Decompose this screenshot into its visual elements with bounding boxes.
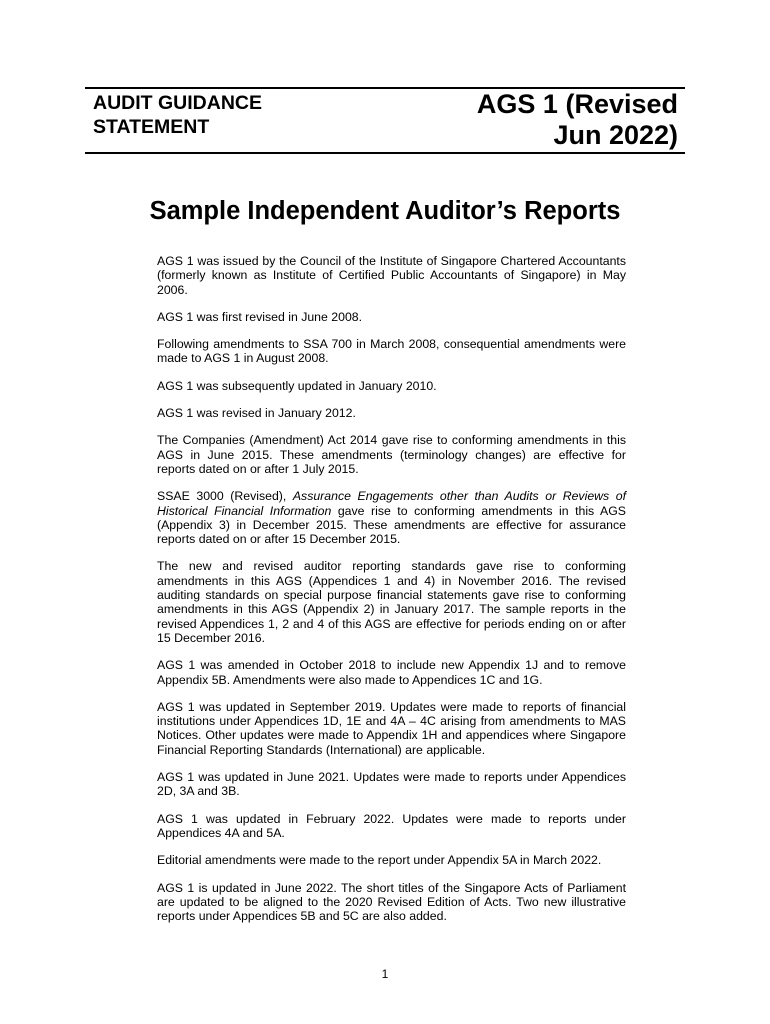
paragraph-7-start: SSAE 3000 (Revised), (157, 489, 293, 504)
header-document-type (93, 91, 262, 139)
paragraph-11: AGS 1 was updated in June 2021. Updates were made to reports under Appendices 2D, 3A and 3B. (157, 770, 626, 799)
paragraph-7 (157, 489, 626, 546)
paragraph-14: AGS 1 is updated in June 2022. The short titles of the Singapore Acts of Parliament are updated to be aligned to the 2020 Revised Edition of Acts. Two new illustrative reports under Appendices 5B and 5C are also added. (157, 880, 626, 924)
header-right-line1: AGS 1 (Revised (476, 89, 678, 119)
header-bottom-rule (85, 152, 685, 154)
paragraph-1: AGS 1 was issued by the Council of the Institute of Singapore Chartered Accountants (formerly known as Institute of Certified Public Accountants of Singapore) in May 2006. (157, 254, 626, 297)
paragraph-13: Editorial amendments were made to the report under Appendix 5A in March 2022. (157, 853, 602, 868)
paragraph-2: AGS 1 was first revised in June 2008. (157, 309, 363, 324)
paragraph-6: The Companies (Amendment) Act 2014 gave rise to conforming amendments in this AGS in June 2015. These amendments (terminology changes) are effective for reports dated on or after 1 July 2015. (157, 433, 626, 476)
paragraph-10: AGS 1 was updated in September 2019. Updates were made to reports of financial institutions under Appendices 1D, 1E and 4A – 4C arising from amendments to MAS Notices. Other updates were made to Appendix 1H and appendices where Singapore Financial Reporting Standards (International) are applicable. (157, 699, 626, 757)
paragraph-12: AGS 1 was updated in February 2022. Updates were made to reports under Appendices 4A and 5A. (157, 811, 626, 840)
paragraph-8: The new and revised auditor reporting standards gave rise to conforming amendments in this AGS (Appendices 1 and 4) in November 2016. The revised auditing standards on special purpose financial statements gave rise to conforming amendments in this AGS (Appendix 2) in January 2017. The sample reports in the revised Appendices 1, 2 and 4 of this AGS are effective for periods ending on or after 15 December 2016. (157, 559, 626, 645)
document-body (157, 254, 626, 936)
paragraph-7-end: gave rise to conforming amendments in this AGS (Appendix 3) in December 2015. These amendments are effective for assurance reports dated on or after 15 December 2015. (157, 503, 627, 547)
paragraph-9: AGS 1 was amended in October 2018 to include new Appendix 1J and to remove Appendix 5B. Amendments were also made to Appendices 1C and 1G. (157, 658, 626, 687)
paragraph-3: Following amendments to SSA 700 in March 2008, consequential amendments were made to AGS 1 in August 2008. (157, 337, 626, 366)
header-left-line2: STATEMENT (93, 116, 210, 138)
header-document-id (477, 89, 678, 151)
header-right-line2: Jun 2022) (553, 120, 678, 150)
paragraph-4: AGS 1 was subsequently updated in January 2010. (157, 378, 437, 393)
paragraph-5: AGS 1 was revised in January 2012. (157, 406, 356, 421)
page-number: 1 (381, 967, 389, 981)
header-left-line1: AUDIT GUIDANCE (93, 92, 262, 114)
paragraph-7-italic-title: Assurance Engagements other than Audits or Reviews of Historical Financial Information (157, 489, 626, 518)
page-title: Sample Independent Auditor’s Reports (149, 197, 621, 225)
